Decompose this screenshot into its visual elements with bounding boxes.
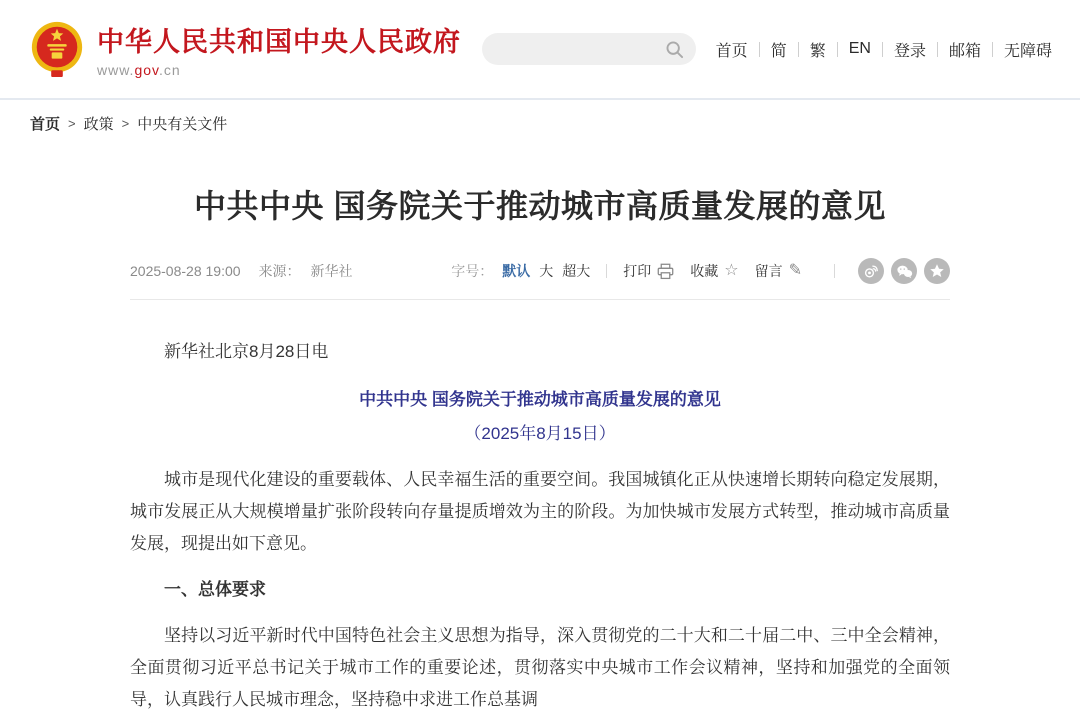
- breadcrumb-home[interactable]: 首页: [30, 116, 61, 133]
- comment-button[interactable]: [755, 261, 802, 281]
- meta-bar: [130, 258, 950, 300]
- paragraph-1: 城市是现代化建设的重要载体、人民幸福生活的重要空间。我国城镇化正从快速增长期转向稳定发展期，城市发展正从大规模增量扩张阶段转向存量提质增效为主的阶段。为加快城市发展方式转型，推动城市高质量发展，现提出如下意见。: [130, 470, 950, 553]
- search-box[interactable]: [482, 33, 696, 65]
- favorite-label: 收藏: [690, 263, 719, 279]
- nav-divider: [798, 42, 799, 57]
- breadcrumb-section[interactable]: 中央有关文件: [137, 116, 228, 133]
- weibo-icon: [862, 262, 880, 280]
- dateline: 新华社北京8月28日电: [164, 342, 329, 361]
- site-url-gov: gov: [134, 62, 159, 78]
- nav-divider: [937, 42, 938, 57]
- page-title: 中共中央 国务院关于推动城市高质量发展的意见: [194, 188, 886, 224]
- breadcrumb-separator: >: [121, 116, 130, 131]
- site-url[interactable]: [97, 62, 461, 78]
- nav-divider: [992, 42, 993, 57]
- top-nav: [716, 38, 1052, 61]
- document-title: 中共中央 国务院关于推动城市高质量发展的意见: [359, 390, 721, 409]
- site-url-cn: .cn: [159, 62, 181, 78]
- nav-login[interactable]: 登录: [893, 42, 926, 60]
- share-wechat-button[interactable]: [891, 258, 917, 284]
- section-heading-1: 一、总体要求: [164, 580, 266, 599]
- fontsize-large[interactable]: 大: [539, 263, 554, 279]
- meta-right: [451, 258, 950, 284]
- source-name[interactable]: 新华社: [310, 263, 353, 279]
- breadcrumb: [0, 100, 1080, 152]
- printer-icon: [657, 263, 674, 280]
- site-url-www: www.: [97, 62, 135, 78]
- favorite-button[interactable]: [690, 261, 738, 281]
- qzone-star-icon: [928, 262, 946, 280]
- comment-label: 留言: [754, 263, 783, 279]
- nav-mail[interactable]: 邮箱: [948, 42, 981, 60]
- national-emblem-icon: [28, 20, 86, 78]
- nav-english[interactable]: EN: [848, 40, 871, 57]
- publish-date: 2025-08-28 19:00: [130, 263, 241, 279]
- nav-divider: [837, 42, 838, 57]
- site-title: 中华人民共和国中央人民政府: [97, 27, 461, 57]
- nav-divider: [882, 42, 883, 57]
- fontsize-xlarge[interactable]: 超大: [562, 263, 591, 279]
- breadcrumb-separator: >: [68, 116, 76, 131]
- header-right: [482, 33, 1052, 65]
- search-icon[interactable]: [665, 40, 684, 59]
- pencil-icon: ✎: [788, 262, 802, 279]
- star-icon: ☆: [724, 262, 739, 279]
- nav-home[interactable]: 首页: [715, 42, 748, 60]
- share-weibo-button[interactable]: [858, 258, 884, 284]
- article: [130, 184, 950, 716]
- print-label: 打印: [623, 263, 652, 279]
- fontsize-default[interactable]: 默认: [502, 263, 531, 279]
- paragraph-2: 坚持以习近平新时代中国特色社会主义思想为指导，深入贯彻党的二十大和二十届二中、三中全会精神，全面贯彻习近平总书记关于城市工作的重要论述，贯彻落实中央城市工作会议精神，坚持和加强党的全面领导，认真践行人民城市理念，坚持稳中求进工作总基调: [130, 626, 950, 709]
- meta-divider: [606, 264, 607, 278]
- article-body: [130, 336, 950, 716]
- meta-divider: [834, 264, 835, 278]
- site-header: [0, 0, 1080, 100]
- breadcrumb-policy[interactable]: 政策: [83, 116, 114, 133]
- nav-simplified[interactable]: 简: [770, 42, 787, 60]
- nav-accessibility[interactable]: 无障碍: [1003, 42, 1052, 60]
- print-button[interactable]: [623, 261, 674, 281]
- site-brand[interactable]: [28, 20, 461, 78]
- nav-divider: [759, 42, 760, 57]
- share-qzone-button[interactable]: [924, 258, 950, 284]
- nav-traditional[interactable]: 繁: [809, 42, 826, 60]
- source-label: 来源：: [258, 263, 301, 279]
- document-date: （2025年8月15日）: [464, 424, 616, 443]
- wechat-icon: [895, 262, 914, 281]
- fontsize-label: 字号：: [451, 263, 494, 279]
- meta-left: [130, 261, 353, 281]
- search-input[interactable]: [494, 40, 665, 58]
